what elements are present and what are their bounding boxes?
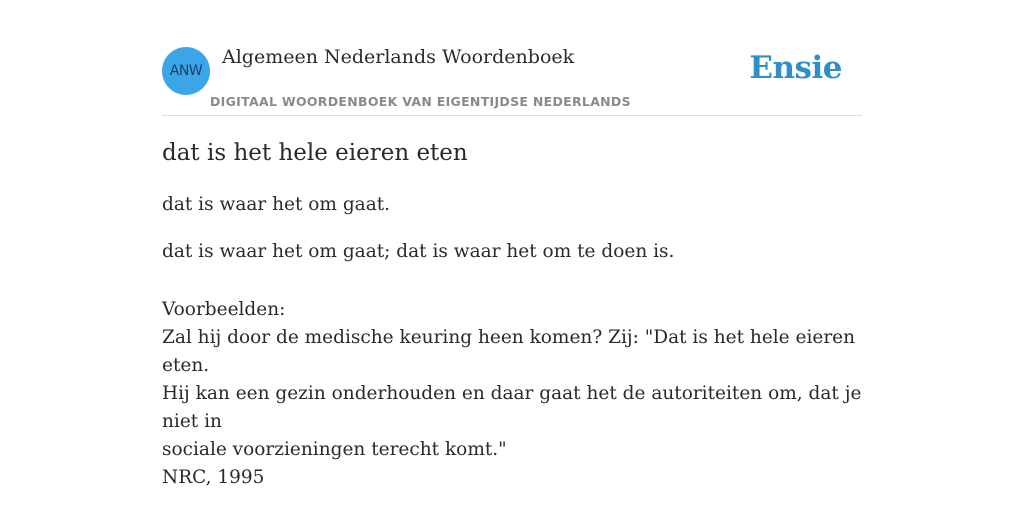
example-source: NRC, 1995 [162,467,265,488]
entry-card [162,0,862,512]
example-line: Zal hij door de medische keuring heen komen? Zij: "Dat is het hele eieren eten. [162,327,856,376]
anw-logo[interactable]: ANW [162,47,210,95]
entry-title: dat is het hele eieren eten [162,140,468,166]
examples-label: Voorbeelden: [162,299,286,320]
ensie-brand-logo[interactable]: Ensie [749,50,842,86]
page-header [162,0,862,116]
definition-full: dat is waar het om gaat; dat is waar het om te doen is. [162,241,675,262]
examples-section [162,296,862,492]
site-title[interactable]: Algemeen Nederlands Woordenboek [222,46,575,68]
definition-short: dat is waar het om gaat. [162,194,391,215]
example-line: sociale voorzieningen terecht komt." [162,439,507,460]
example-line: Hij kan een gezin onderhouden en daar gaat het de autoriteiten om, dat je niet in [162,383,862,432]
site-subtitle: DIGITAAL WOORDENBOEK VAN EIGENTIJDSE NEDERLANDS [210,94,631,109]
